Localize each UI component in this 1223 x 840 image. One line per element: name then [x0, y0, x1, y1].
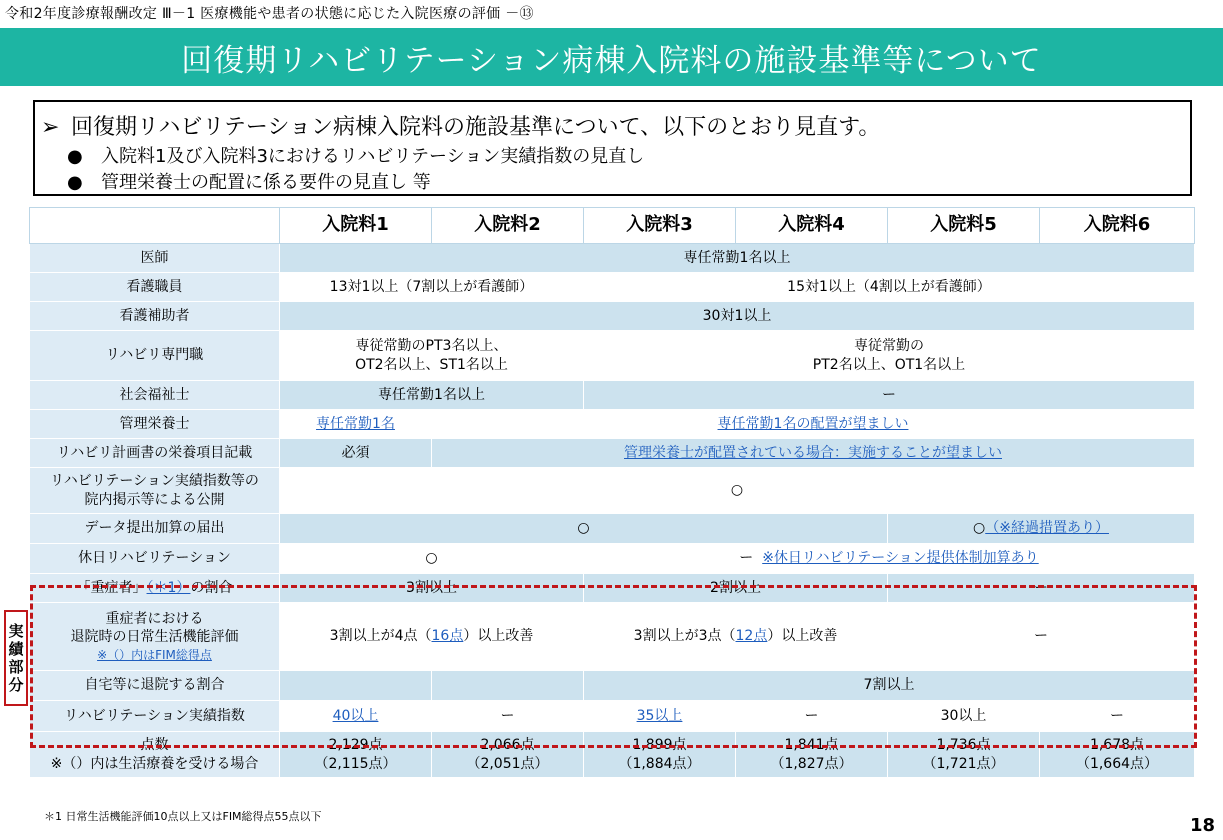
page-number: 18: [1189, 815, 1215, 836]
summary-line-1: ➢ 回復期リハビリテーション病棟入院料の施設基準について、以下のとおり見直す。: [41, 115, 881, 140]
cell: 15対1以上（4割以上が看護師）: [584, 273, 1195, 302]
cell: 30対1以上: [280, 302, 1195, 331]
cell: ○（※経過措置あり）: [888, 514, 1195, 544]
table-row: [30, 439, 1195, 468]
table-row: [30, 331, 1195, 381]
table-row: [30, 574, 1195, 603]
cell: 3割以上が4点（16点）以上改善: [280, 603, 584, 671]
col-header: 入院料3: [584, 208, 736, 244]
dot-bullet-icon: ●: [67, 146, 83, 167]
table-header-row: [30, 208, 1195, 244]
cell: 専従常勤の PT2名以上、OT1名以上: [584, 331, 1195, 381]
header-corner: [30, 208, 280, 244]
row-label: 社会福祉士: [30, 381, 280, 410]
cell: 7割以上: [584, 671, 1195, 701]
cell: 管理栄養士が配置されている場合：実施することが望ましい: [432, 439, 1195, 468]
cell: ー: [1040, 701, 1195, 732]
cell: 必須: [280, 439, 432, 468]
cell: ○: [280, 544, 584, 574]
cell: 35以上: [584, 701, 736, 732]
cell: 40以上: [280, 701, 432, 732]
cell: 2,066点 （2,051点）: [432, 732, 584, 778]
row-label: リハビリテーション実績指数等の 院内掲示等による公開: [30, 468, 280, 514]
breadcrumb: 令和2年度診療報酬改定 Ⅲ－1 医療機能や患者の状態に応じた入院医療の評価 －⑬: [5, 6, 534, 22]
row-label: 「重症者」（＊1）の割合: [30, 574, 280, 603]
cell: ー: [736, 701, 888, 732]
cell: ー: [432, 701, 584, 732]
cell: 専従常勤のPT3名以上、 OT2名以上、ST1名以上: [280, 331, 584, 381]
row-label: リハビリ計画書の栄養項目記載: [30, 439, 280, 468]
row-label: 医師: [30, 244, 280, 273]
cell: ー ※休日リハビリテーション提供体制加算あり: [584, 544, 1195, 574]
table-row: [30, 701, 1195, 732]
table-row: [30, 302, 1195, 331]
footnote: ＊1 日常生活機能評価10点以上又はFIM総得点55点以下: [44, 810, 322, 823]
table-row: [30, 671, 1195, 701]
cell: 30以上: [888, 701, 1040, 732]
row-label: 重症者における 退院時の日常生活機能評価 ※（）内はFIM総得点: [30, 603, 280, 671]
row-label: 看護職員: [30, 273, 280, 302]
cell: 専任常勤1名以上: [280, 381, 584, 410]
standards-table: [29, 207, 1195, 778]
col-header: 入院料4: [736, 208, 888, 244]
cell: 2割以上: [584, 574, 888, 603]
cell: ○: [280, 468, 1195, 514]
cell: 専任常勤1名: [280, 410, 432, 439]
table-row: [30, 544, 1195, 574]
cell: 1,678点 （1,664点）: [1040, 732, 1195, 778]
table-row: [30, 410, 1195, 439]
row-label: 点数 ※（）内は生活療養を受ける場合: [30, 732, 280, 778]
col-header: 入院料6: [1040, 208, 1195, 244]
table-row: [30, 514, 1195, 544]
cell: ー: [584, 381, 1195, 410]
page-title: 回復期リハビリテーション病棟入院料の施設基準等について: [0, 28, 1223, 86]
col-header: 入院料2: [432, 208, 584, 244]
table-row: [30, 603, 1195, 671]
summary-box: [33, 100, 1192, 196]
row-label: リハビリ専門職: [30, 331, 280, 381]
row-label: データ提出加算の届出: [30, 514, 280, 544]
cell: [280, 671, 432, 701]
cell: 3割以上が3点（12点）以上改善: [584, 603, 888, 671]
row-label: リハビリテーション実績指数: [30, 701, 280, 732]
cell: 専任常勤1名以上: [280, 244, 1195, 273]
cell: 1,736点 （1,721点）: [888, 732, 1040, 778]
row-label: 管理栄養士: [30, 410, 280, 439]
cell: 専任常勤1名の配置が望ましい: [432, 410, 1195, 439]
row-label: 休日リハビリテーション: [30, 544, 280, 574]
table-row: [30, 468, 1195, 514]
cell: 3割以上: [280, 574, 584, 603]
table-row: [30, 244, 1195, 273]
cell: ー: [888, 603, 1195, 671]
dot-bullet-icon: ●: [67, 172, 83, 193]
cell: ー: [888, 574, 1195, 603]
cell: [432, 671, 584, 701]
col-header: 入院料5: [888, 208, 1040, 244]
table-row-points: [30, 732, 1195, 778]
arrow-bullet-icon: ➢: [41, 115, 60, 140]
cell: 2,129点 （2,115点）: [280, 732, 432, 778]
cell: 1,899点 （1,884点）: [584, 732, 736, 778]
cell: 1,841点 （1,827点）: [736, 732, 888, 778]
row-label: 自宅等に退院する割合: [30, 671, 280, 701]
summary-line-2: ● 入院料1及び入院料3におけるリハビリテーション実績指数の見直し: [67, 146, 645, 167]
cell: 13対1以上（7割以上が看護師）: [280, 273, 584, 302]
col-header: 入院料1: [280, 208, 432, 244]
results-section-tag: 実 績 部 分: [4, 610, 28, 706]
table-row: [30, 381, 1195, 410]
cell: ○: [280, 514, 888, 544]
table-row: [30, 273, 1195, 302]
row-label: 看護補助者: [30, 302, 280, 331]
summary-line-3: ● 管理栄養士の配置に係る要件の見直し 等: [67, 172, 431, 193]
